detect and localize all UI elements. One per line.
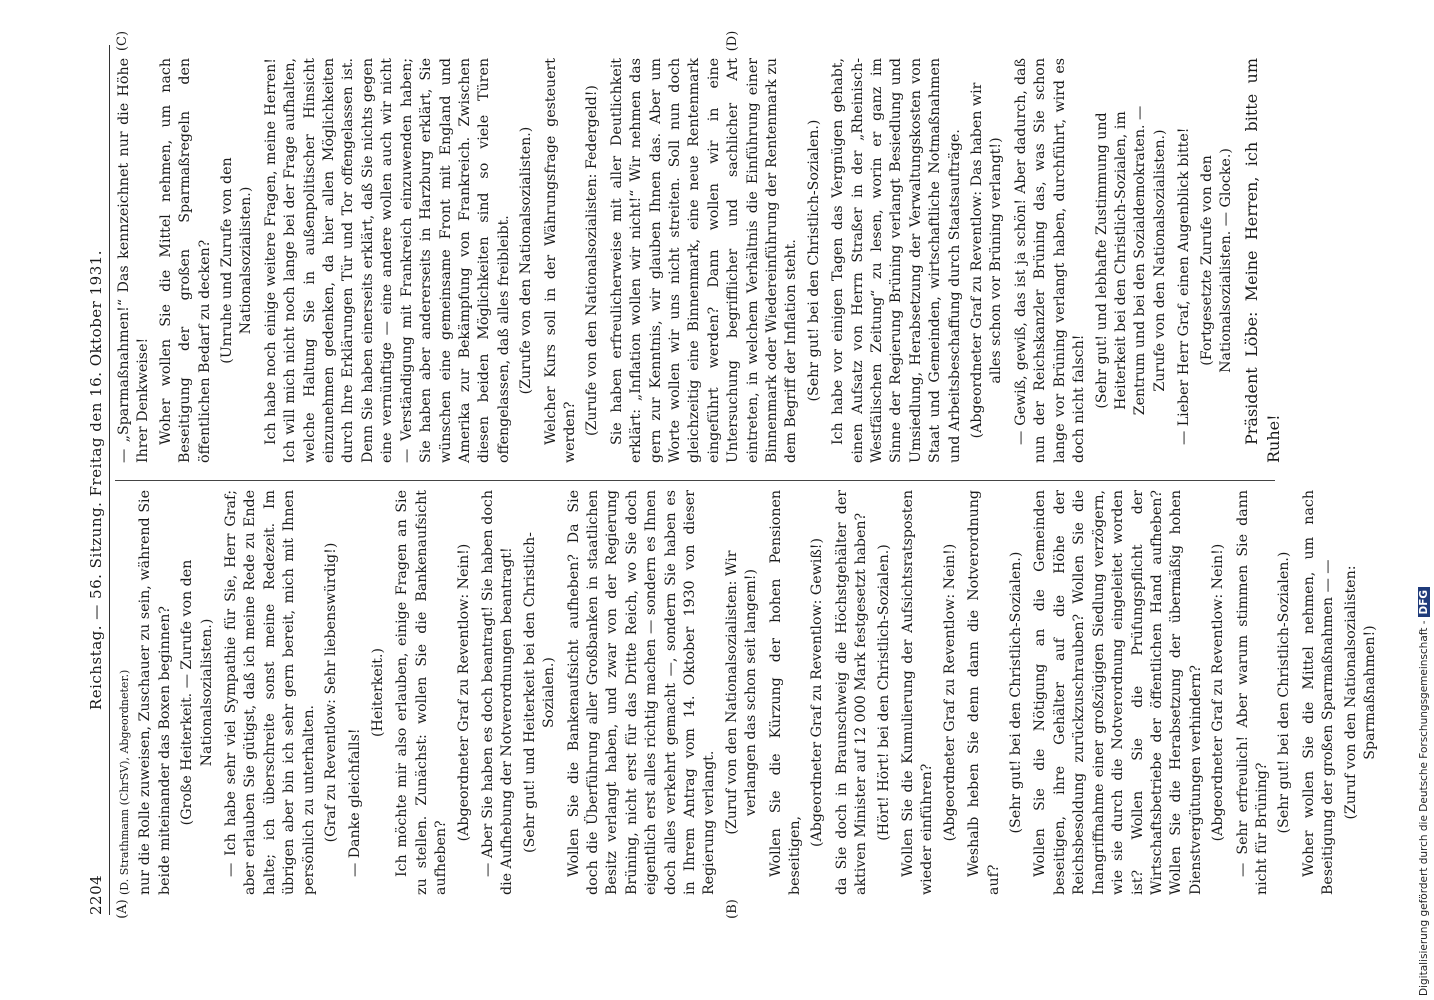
paragraph: Ich habe vor einigen Tagen das Vergnügen gehabt, einen Aufsatz von Herrn Straßer in der „Rheinisch-Westfälischen Zeitung“ zu lesen, worin er ganz im Sinne der Regierung Brüning verlangt Besiedlung und Umsiedlung, Herabsetzung der Verwaltungskosten von Staat und Gemeinden, wirtschaftliche Notmaßnahmen und Arbeitsbeschaffung durch Staatsaufträge. — [830, 58, 963, 463]
margin-marker-a: (A) — [115, 899, 130, 919]
paragraph: Weshalb heben Sie denn dann die Notverordnung auf? — [966, 490, 1002, 895]
interjection: (Graf zu Reventlow: Sehr liebenswürdig!) — [323, 542, 340, 843]
column-divider — [115, 480, 1275, 481]
paragraph: Welcher Kurs soll in der Währungsfrage gesteuert werden? — [542, 58, 578, 463]
interjection: (Zuruf von den Nationalsozialisten: Wir verlangen das schon seit langem!) — [723, 550, 760, 835]
margin-marker-d: (D) — [725, 30, 740, 52]
page-number: 2204 — [87, 874, 105, 915]
presidential-remark: Präsident Löbe: Meine Herren, ich bitte um Ruhe! — [1242, 58, 1284, 463]
paragraph: Woher wollen Sie die Mittel nehmen, um nach Beseitigung der großen Sparmaßnahmen — — — [1300, 490, 1337, 895]
left-column — [115, 490, 1378, 895]
interjection: (Abgeordneter Graf zu Reventlow: Das haben wir alles schon vor Brüning verlangt!) — [969, 82, 1005, 439]
paragraph: Wollen Sie die Kürzung der hohen Pensionen beseitigen, — [767, 490, 803, 895]
interjection: (Zurufe von den Nationalsozialisten.) — [518, 126, 535, 395]
paragraph: — Aber Sie haben es doch beantragt! Sie haben doch die Aufhebung der Notverordnungen beantragt! — [479, 490, 516, 895]
header-rule — [109, 45, 110, 915]
paragraph: Woher wollen Sie die Mittel nehmen, um nach Beseitigung der großen Sparmaßregeln den öffentlichen Bedarf zu decken? — [157, 58, 213, 463]
interjection: (Sehr gut! bei den Christlich-Sozialen.) — [1276, 551, 1293, 834]
paragraph: Ich habe noch einige weitere Fragen, meine Herren! Ich will mich nicht noch lange bei der Frage aufhalten, welche Haltung Sie in außenpolitischer Hinsicht einzunehmen gedenken, da hier allen Möglichkeiten durch Ihre Erklärungen Tür und Tor offengelassen ist. Denn Sie haben einerseits erklärt, daß Sie nichts gegen eine vernünftige — eine andere wollen auch wir nicht — Verständigung mit Frankreich einzuwenden haben; Sie haben aber andererseits in Harzburg erklärt, Sie wünschen eine gemeinsame Front mit England und Amerika zur Bekämpfung von Frankreich. Zwischen diesen beiden Möglichkeiten sind so viele Türen offengelassen, daß alles freibleibt. — [262, 58, 512, 463]
interjection: (Hört! Hört! bei den Christlich-Sozialen.) — [875, 544, 892, 841]
interjection: (Zuruf von den Nationalsozialisten: Sparmaßnahmen!) — [1342, 565, 1378, 820]
paragraph: — Sehr erfreulich! Aber warum stimmen Sie dann nicht für Brüning? — [1234, 490, 1270, 895]
interjection: (Unruhe und Zurufe von den Nationalsozialisten.) — [219, 157, 255, 364]
margin-marker-c: (C) — [115, 30, 130, 52]
paragraph: Wollen Sie die Nötigung an die Gemeinden beseitigen, ihre Gehälter auf die Höhe der Reichsbesoldung zurückzuschrauben? Wollen Sie die Inangriffnahme einer großzügigen Siedlung verzögern, wie sie durch die Notverordnung eingeleitet worden ist? Wollen Sie die Prüfungspflicht der Wirtschaftsbetriebe der öffentlichen Hand aufheben? Wollen Sie die Herabsetzung der übermäßig hohen Dienstvergütungen verhindern? — [1032, 490, 1204, 895]
interjection: (Abgeordneter Graf zu Reventlow: Nein!) — [1210, 543, 1227, 842]
interjection: (Zurufe von den Nationalsozialisten: Federgeld!) — [584, 85, 601, 436]
paragraph: Wollen Sie die Bankenaufsicht aufheben? Da Sie doch die Überführung aller Großbanken in staatlichen Besitz verlangt haben, und zwar von der Regierung Brüning, nicht erst für das Dritte Reich, wo Sie doch eigentlich erst alles richtig machen — sondern es Ihnen doch alles verkehrt gemacht —, sondern Sie haben es in Ihrem Antrag vom 14. Oktober 1930 von dieser Regierung verlangt. — [565, 490, 718, 895]
paragraph: — Gewiß, gewiß, das ist ja schön! Aber dadurch, daß nun der Reichskanzler Brüning das, was Sie schon lange vor Brüning verlangt haben, durchführt, wird es doch nicht falsch! — [1012, 58, 1088, 463]
paragraph: — Ich habe sehr viel Sympathie für Sie, Herr Graf; aber erlauben Sie gütigst, daß ich meine Rede zu Ende halte; ich überschreite sonst meine Redezeit. Im übrigen aber bin ich sehr gern bereit, mich mit Ihnen persönlich zu unterhalten. — [223, 490, 317, 895]
paragraph: nur die Rolle zuweisen, Zuschauer zu sein, während Sie beide miteinander das Boxen beginnen? — [137, 490, 173, 895]
interjection: (Abgeordneter Graf zu Reventlow: Gewiß!) — [809, 537, 826, 848]
speaker-line: (D. Strathmann (ChrSV), Abgeordneter.) — [118, 669, 131, 895]
rotated-document-page — [85, 30, 1378, 919]
right-column — [115, 58, 1285, 463]
interjection: (Sehr gut! und Heiterkeit bei den Christlich-Sozialen.) — [521, 532, 558, 853]
paragraph: — Lieber Herr Graf, einen Augenblick bitte! — [1176, 127, 1193, 445]
paragraph: da Sie doch in Braunschweig die Höchstgehälter der aktiven Minister auf 12 000 Mark festgesetzt haben? — [833, 490, 870, 895]
interjection: (Heiterkeit.) — [369, 648, 386, 737]
paragraph: — „Sparmaßnahmen!“ Das kennzeichnet nur die Höhe Ihrer Denkweise! — [116, 58, 152, 463]
interjection: (Sehr gut! bei den Christlich-Sozialen.) — [1008, 551, 1025, 834]
running-head — [85, 45, 109, 915]
interjection: (Fortgesetzte Zurufe von den Nationalsozialisten. — Glocke.) — [1198, 148, 1234, 373]
interjection: (Große Heiterkeit. — Zurufe von den Nationalsozialisten.) — [179, 559, 215, 826]
margin-marker-b: (B) — [725, 899, 740, 919]
interjection: (Sehr gut! bei den Christlich-Sozialen.) — [805, 119, 822, 402]
paragraph: Ich möchte mir also erlauben, einige Fragen an Sie zu stellen. Zunächst: wollen Sie die Bankenaufsicht aufheben? — [394, 490, 450, 895]
digitization-credit — [1418, 6, 1434, 996]
paragraph: Wollen Sie die Kumulierung der Aufsichtsratsposten wieder einführen? — [900, 490, 936, 895]
dfg-logo: DFG — [1418, 587, 1430, 618]
interjection: (Abgeordneter Graf zu Reventlow: Nein!) — [941, 543, 958, 842]
interjection: (Abgeordneter Graf zu Reventlow: Nein!) — [455, 543, 472, 842]
paragraph: — Danke gleichfalls! — [347, 728, 364, 877]
session-title: Reichstag. — 56. Sitzung. Freitag den 16. Oktober 1931. — [87, 249, 105, 711]
paragraph: Sie haben erfreulicherweise mit aller Deutlichkeit erklärt: „Inflation wollen wir nicht!“ Wir nehmen das gern zur Kenntnis, wir glauben Ihnen das. Aber um Worte wollen wir uns nicht streiten. Soll nun doch gleichzeitig eine Binnenmark, eine neue Rentenmark eingeführt werden? Dann wollen wir in eine Untersuchung begrifflicher und sachlicher Art eintreten, in welchem Verhältnis die Einführung einer Binnenmark oder Wiedereinführung der Rentenmark zu dem Begriff der Inflation steht. — [608, 58, 800, 463]
credit-text: Digitalisierung gefördert durch die Deutsche Forschungsgemeinschaft - — [1418, 620, 1430, 996]
interjection: (Sehr gut! und lebhafte Zustimmung und Heiterkeit bei den Christlich-Sozialen, im Zentrum und bei den Sozialdemokraten. — Zurufe von den Nationalsozialisten.) — [1093, 105, 1168, 416]
